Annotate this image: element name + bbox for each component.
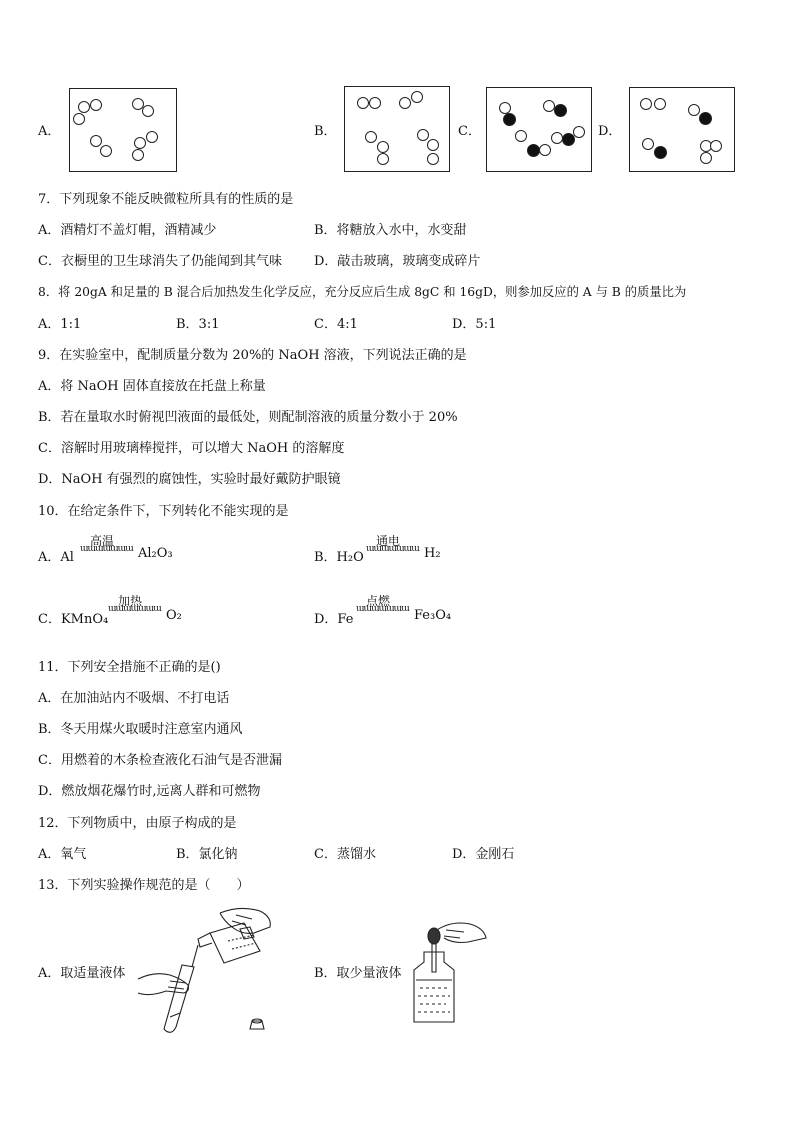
q7-option-a: A．酒精灯不盖灯帽，酒精减少 bbox=[38, 223, 217, 238]
q10-option-b-reactant: B．H₂O bbox=[314, 550, 364, 565]
q10-option-b-arrow: 通电 ɯɯɯɯɯɯɯ bbox=[366, 534, 419, 554]
q11-stem: 11．下列安全措施不正确的是() bbox=[38, 660, 221, 675]
q6-option-a-label: A． bbox=[38, 124, 61, 139]
q8-stem: 8．将 20gA 和足量的 B 混合后加热发生化学反应，充分反应后生成 8gC 和 16gD，则参加反应的 A 与 B 的质量比为 bbox=[38, 285, 687, 299]
dropper-illustration bbox=[410, 918, 490, 1028]
q8-option-b: B．3:1 bbox=[176, 317, 220, 332]
q10-option-a-condition: 高温 bbox=[90, 534, 115, 548]
q10-option-b-condition: 通电 bbox=[376, 534, 401, 548]
q10-option-b-product: H₂ bbox=[424, 546, 441, 561]
q6-diagram-d bbox=[629, 87, 735, 172]
q12-option-a: A．氧气 bbox=[38, 847, 87, 862]
q10-option-a-product: Al₂O₃ bbox=[138, 546, 173, 561]
q10-option-d-condition: 点燃 bbox=[366, 594, 391, 608]
q10-option-d-product: Fe₃O₄ bbox=[414, 608, 452, 623]
q10-option-d-reactant: D．Fe bbox=[314, 612, 354, 627]
q9-stem: 9．在实验室中，配制质量分数为 20%的 NaOH 溶液，下列说法正确的是 bbox=[38, 348, 467, 363]
q9-option-b: B．若在量取水时俯视凹液面的最低处，则配制溶液的质量分数小于 20% bbox=[38, 410, 458, 425]
q8-option-a: A．1:1 bbox=[38, 317, 82, 332]
q10-option-a-arrow: 高温 ɯɯɯɯɯɯɯ bbox=[80, 534, 133, 554]
q12-option-d: D．金刚石 bbox=[452, 847, 515, 862]
q10-option-c-product: O₂ bbox=[166, 608, 182, 623]
q9-option-a: A．将 NaOH 固体直接放在托盘上称量 bbox=[38, 379, 266, 394]
q7-option-b: B．将糖放入水中，水变甜 bbox=[314, 223, 467, 238]
q12-stem: 12．下列物质中，由原子构成的是 bbox=[38, 816, 237, 831]
pouring-liquid-illustration bbox=[136, 905, 276, 1037]
q13-option-a: A．取适量液体 bbox=[38, 966, 126, 981]
q13-stem: 13．下列实验操作规范的是（ ） bbox=[38, 878, 250, 893]
q8-option-d: D．5:1 bbox=[452, 317, 497, 332]
q8-option-c: C．4:1 bbox=[314, 317, 358, 332]
q10-option-d-arrow: 点燃 ɯɯɯɯɯɯɯ bbox=[356, 594, 409, 614]
q11-option-b: B．冬天用煤火取暖时注意室内通风 bbox=[38, 722, 243, 737]
q12-option-c: C．蒸馏水 bbox=[314, 847, 376, 862]
q9-option-d: D．NaOH 有强烈的腐蚀性，实验时最好戴防护眼镜 bbox=[38, 472, 341, 487]
q6-diagram-c bbox=[486, 87, 592, 172]
q11-option-a: A．在加油站内不吸烟、不打电话 bbox=[38, 691, 230, 706]
q12-option-b: B．氯化钠 bbox=[176, 847, 238, 862]
q7-option-d: D．敲击玻璃，玻璃变成碎片 bbox=[314, 254, 481, 269]
q6-option-d-label: D． bbox=[598, 124, 622, 139]
q7-option-c: C．衣橱里的卫生球消失了仍能闻到其气味 bbox=[38, 254, 282, 269]
q13-option-b: B．取少量液体 bbox=[314, 966, 402, 981]
q9-option-c: C．溶解时用玻璃棒搅拌，可以增大 NaOH 的溶解度 bbox=[38, 441, 345, 456]
q11-option-d: D．燃放烟花爆竹时,远离人群和可燃物 bbox=[38, 784, 261, 799]
q6-diagram-a bbox=[69, 88, 177, 172]
q7-stem: 7．下列现象不能反映微粒所具有的性质的是 bbox=[38, 192, 294, 207]
q10-stem: 10．在给定条件下，下列转化不能实现的是 bbox=[38, 504, 289, 519]
q6-diagram-b bbox=[344, 86, 450, 172]
q11-option-c: C．用燃着的木条检查液化石油气是否泄漏 bbox=[38, 753, 282, 768]
q10-option-c-arrow: 加热 ɯɯɯɯɯɯɯ bbox=[108, 594, 161, 614]
q10-option-c-reactant: C．KMnO₄ bbox=[38, 612, 109, 627]
q10-option-c-condition: 加热 bbox=[118, 594, 143, 608]
q10-option-a-reactant: A．Al bbox=[38, 550, 74, 565]
q6-option-c-label: C． bbox=[458, 124, 481, 139]
q6-option-b-label: B． bbox=[314, 124, 337, 139]
